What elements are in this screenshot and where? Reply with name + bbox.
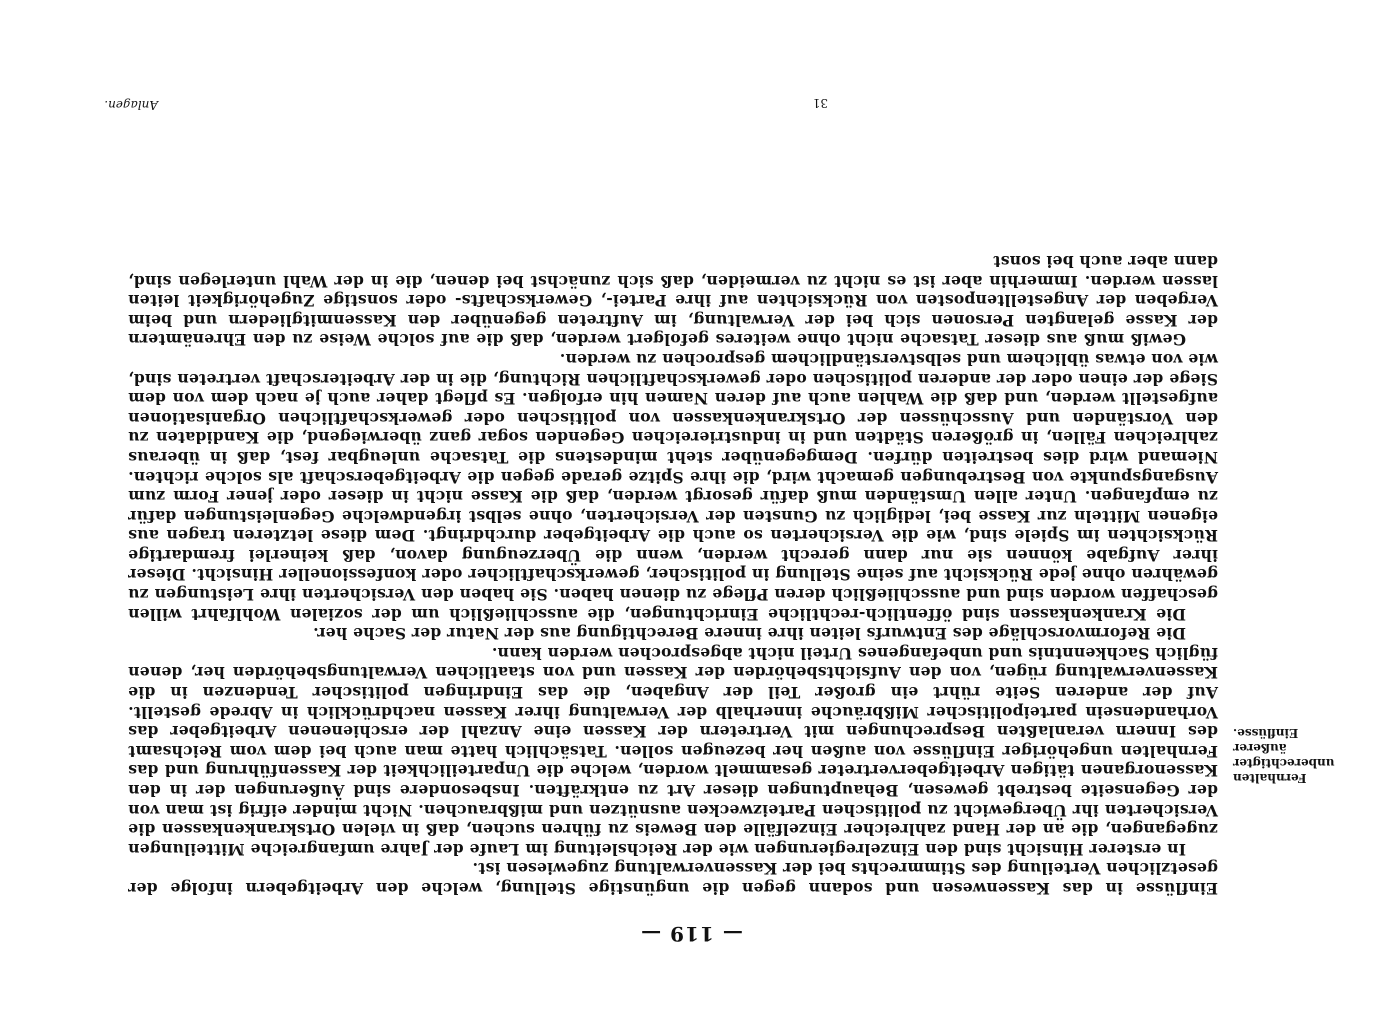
- paragraph: In ersterer Hinsicht sind den Einzelregierungen wie der Reichsleitung im Laufe der Jahre umfangreiche Mitteilungen zugegangen, die an der Hand zahlreicher Einzelfälle den Beweis zu führen suchen, daß in vielen Ortskrankenkassen die Versicherten ihr Übergewicht zu politischen Parteizwecken ausnützen und mißbrauchen. Nicht minder eifrig ist man von der Gegenseite bestrebt gewesen, Behauptungen dieser Art zu entkräften. Insbesondere sind Äußerungen der in den Kassenorganen tätigen Arbeitgebervertreter gesammelt worden, welche die Unparteilichkeit der Kassenführung und das Fernhalten ungehöriger Einflüsse von außen her bezeugen sollen. Tatsächlich hatte man auch bei dem vom Reichsamt des Innern veranlaßten Besprechungen mit Vertretern der Kassen eine Anzahl der erschienenen Arbeitgeber das Vorhandensein parteipolitischer Mißbräuche innerhalb der Verwaltung ihrer Kassen nachdrücklich in Abrede gestellt. Auf der anderen Seite rührt ein großer Teil der Angaben, die das Eindringen politischer Tendenzen in die Kassenverwaltung rügen, von den Aufsichtsbehörden der Kassen und von staatlichen Verwaltungsbehörden her, denen füglich Sachkenntnis und unbefangenes Urteil nicht abgesprochen werden kann.: [128, 643, 1218, 859]
- paragraph: Einflüsse in das Kassenwesen und sodann gegen die ungünstige Stellung, welche den Arbeitgebern infolge der gesetzlichen Verteilung des Stimmrechts bei der Kassenverwaltung zugewiesen ist.: [128, 859, 1218, 898]
- signature-mark: 31: [812, 96, 828, 110]
- paragraph: Die Krankenkassen sind öffentlich-rechtliche Einrichtungen, die ausschließlich um der sozialen Wohlfahrt willen geschaffen worden sind und ausschließlich deren Pflege zu dienen haben. Sie haben den Versicherten ihre Leistungen zu gewähren ohne jede Rücksicht auf seine Stellung in politischer, gewerkschaftlicher oder konfessioneller Hinsicht. Dieser ihrer Aufgabe können sie nur dann gerecht werden, wenn die Überzeugung davon, daß keinerlei fremdartige Rücksichten im Spiele sind, wie die Versicherten so auch die Arbeitgeber durchdringt. Dem diese letzteren tragen aus eigenen Mitteln zur Kasse bei, lediglich zu Gunsten der Versicherten, ohne selbst irgendwelche Gegenleistungen dafür zu empfangen. Unter allen Umständen muß dafür gesorgt werden, daß die Kasse nicht in dieser oder jener Form zum Ausgangspunkte von Bestrebungen gemacht wird, die ihre Spitze gerade gegen die Arbeitgeberschaft als solche richten. Niemand wird dies bestreiten dürfen. Demgegenüber steht mindestens die Tatsache unleugbar fest, daß in überaus zahlreichen Fällen, in größeren Städten und in industriereichen Gegenden sogar ganz überwiegend, die Kandidaten zu den Vorständen und Ausschüssen der Ortskrankenkassen von politischen oder gewerkschaftlichen Organisationen aufgestellt werden, und daß die Wahlen auch auf deren Namen hin erfolgen. Es pflegt daher auch je nach dem von dem Siege der einen oder der anderen politischen oder gewerkschaftlichen Richtung, die in der Arbeiterschaft vertreten sind, wie von etwas üblichem und selbstverständlichem gesprochen zu werden.: [128, 349, 1218, 624]
- paragraph: Gewiß muß aus dieser Tatsache nicht ohne weiteres gefolgert werden, daß die auf solche Weise zu den Ehrenämtern der Kasse gelangten Personen sich bei der Verwaltung, im Auftreten gegenüber den Kassenmitgliedern und beim Vergeben der Angestelltenposten von Rücksichten auf ihre Partei-, Gewerkschafts- oder sonstige Zugehörigkeit leiten lassen werden. Immerhin aber ist es nicht zu vermeiden, daß sich zunächst bei denen, die in der Wahl unterlegen sind, dann aber auch bei sonst: [128, 252, 1218, 350]
- margin-note: Fernhalten unberechtigter äußerer Einflüsse.: [1233, 726, 1335, 785]
- sheet-label: Anlagen.: [104, 98, 158, 112]
- paragraph: Die Reformvorschläge des Entwurfs leiten ihre innere Berechtigung aus der Natur der Sache her.: [312, 624, 1186, 644]
- page-number: — 119 —: [640, 922, 743, 946]
- body-text: [128, 251, 1218, 898]
